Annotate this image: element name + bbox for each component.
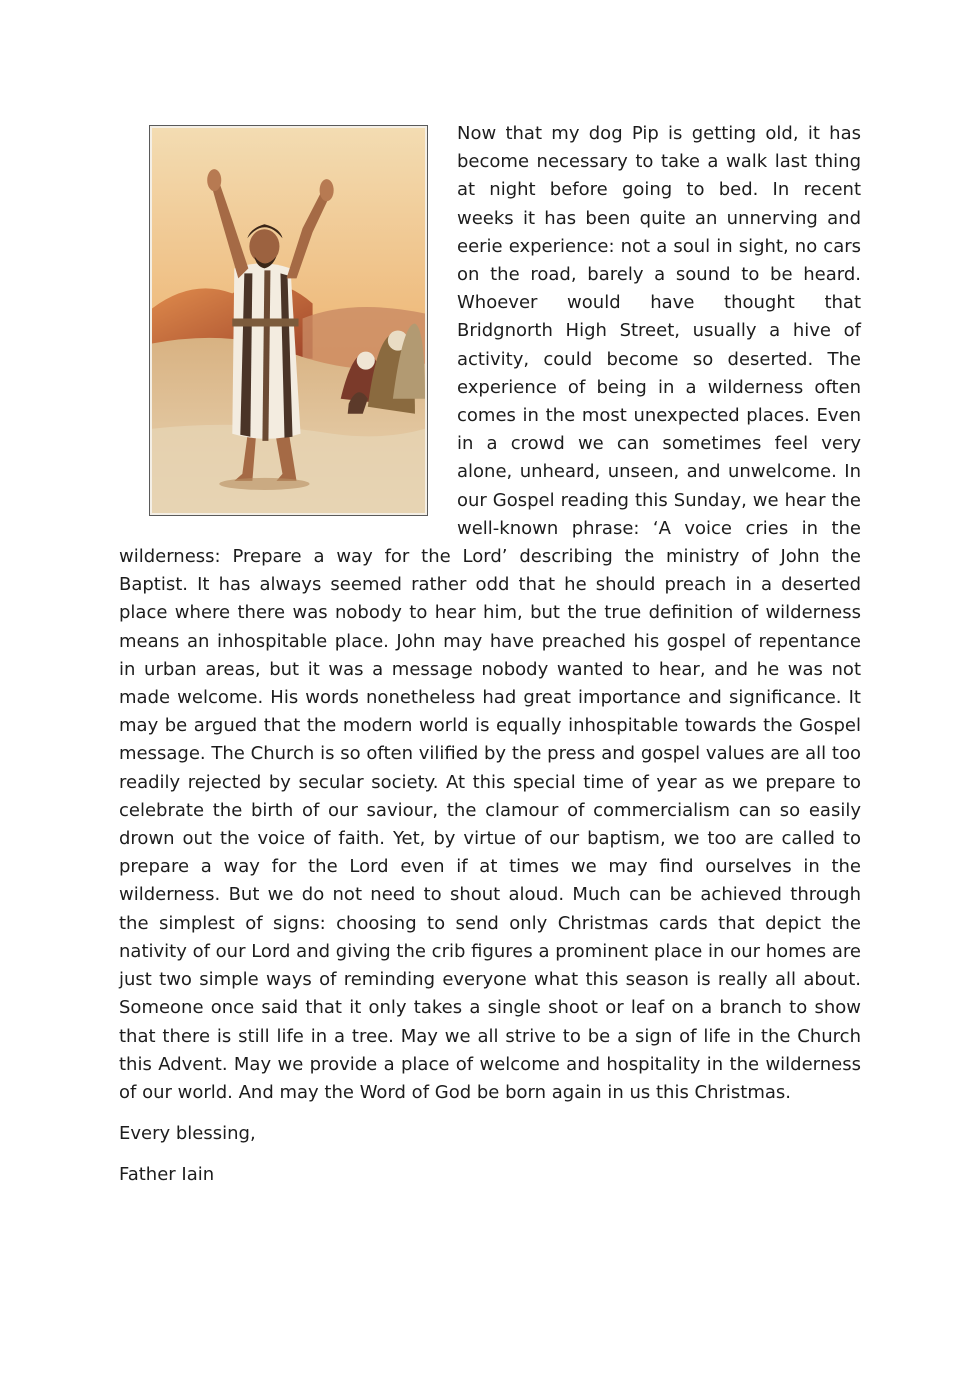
letter-body: Now that my dog Pip is getting old, it has become necessary to take a walk last thing at night before going to bed. In recent weeks it has been quite an unnerving and eerie experience: not a soul in sight, no cars on the road, barely a sound to be heard. Whoever would have thought that Bridgnorth High Street, usually a hive of activity, could become so deserted. The experience of being in a wilderness often comes in the most unexpected places. Even in a crowd we can sometimes feel very alone, unheard, unseen, and unwelcome. In our Gospel reading this Sunday, we hear the well-known phrase: ‘A voice cries in the wilderness: Prepare a way for the Lord’ describing the ministry of John the Baptist. It has always seemed rather odd that he should preach in a deserted place where there was nobody to hear him, but the true definition of wilderness means an inhospitable place. John may have preached his gospel of repentance in urban areas, but it was a message nobody wanted to hear, and he was not made welcome. His words nonetheless had great importance and significance. It may be argued that the modern world is equally inhospitable towards the Gospel message. The Church is so often vilified by the press and gospel values are all too readily rejected by secular society. At this special time of year as we prepare to celebrate the birth of our saviour, the clamour of commercialism can so easily drown out the voice of faith. Yet, by virtue of our baptism, we too are called to prepare a way for the Lord even if at times we may find ourselves in the wilderness. But we do not need to shout aloud. Much can be achieved through the simplest of signs: choosing to send only Christmas cards that depict the nativity of our Lord and giving the crib figures a prominent place in our homes are just two simple ways of reminding everyone what this season is really all about. Someone once said that it only takes a single shoot or leaf on a branch to show that there is still life in a tree. May we all strive to be a sign of life in the Church this Advent. May we provide a place of welcome and hospitality in the wilderness of our world. And may the Word of God be born again in us this Christmas. bbox=[119, 123, 861, 1103]
closing-line: Every blessing, bbox=[119, 1123, 256, 1145]
preacher-in-wilderness-icon bbox=[152, 128, 425, 513]
letter-page bbox=[119, 120, 861, 1190]
signature: Father Iain bbox=[119, 1164, 215, 1186]
john-the-baptist-illustration bbox=[149, 125, 428, 516]
